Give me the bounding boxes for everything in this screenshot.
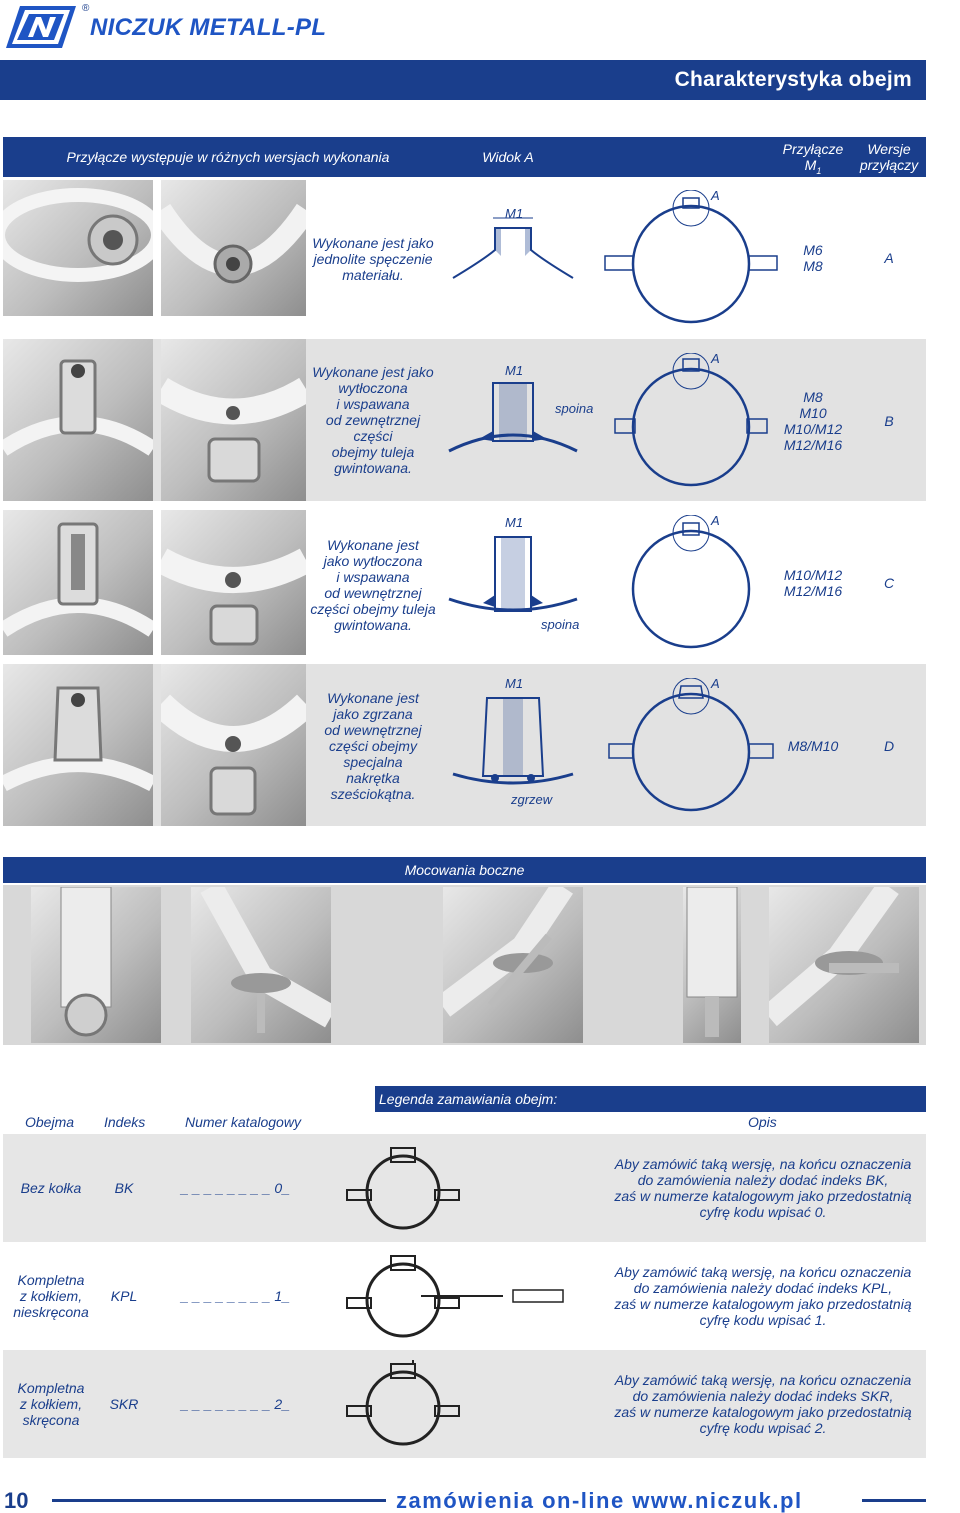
company-logo (6, 6, 76, 48)
section-diagram-c (443, 535, 583, 625)
legend-row-bk-type: Bez kołka (20, 1180, 82, 1196)
side-mounts-title: Mocowania boczne (3, 857, 926, 883)
row-d-weld-label: zgrzew (511, 792, 553, 807)
section-diagram-d (443, 692, 583, 802)
legend-col-opis: Opis (748, 1114, 777, 1130)
brand-name: NICZUK METALL-PL (90, 14, 327, 41)
footer-online-orders-link[interactable]: zamówienia on-line www.niczuk.pl (396, 1488, 803, 1513)
legend-row-skr-index: SKR (109, 1396, 139, 1412)
row-d-view-label: A (711, 676, 720, 691)
section-diagram-b (443, 379, 583, 459)
legend-row-bk-index: BK (114, 1180, 134, 1196)
photo-variant-a-2 (161, 180, 306, 316)
legend-col-obejma: Obejma (25, 1114, 75, 1130)
photo-variant-b-2 (161, 339, 306, 501)
row-a-view-label: A (711, 188, 720, 203)
clamp-skr-illustration (333, 1360, 573, 1452)
legend-row-kpl-type: Kompletna z kołkiem, nieskręcona (13, 1272, 89, 1320)
row-a-m1-label: M1 (505, 206, 524, 221)
header-col-view: Widok A (482, 149, 534, 165)
table-row-d (3, 664, 926, 826)
legend-row-skr-description: Aby zamówić taką wersję, na końcu oznaczenia do zamówienia należy dodać indeks SKR, zaś w numerze katalogowym jako przedostatnią cyfrę kodu wpisać 2. (614, 1372, 912, 1436)
table-row-a (3, 180, 926, 335)
legend-row-kpl-description: Aby zamówić taką wersję, na końcu oznaczenia do zamówienia należy dodać indeks KPL, zaś w numerze katalogowym jako przedostatnią cyfrę kodu wpisać 1. (614, 1264, 912, 1328)
side-mount-photo-2 (191, 887, 331, 1043)
row-b-view-label: A (711, 351, 720, 366)
legend-header (0, 1112, 926, 1134)
photo-variant-d-2 (161, 664, 306, 826)
legend-col-numer: Numer katalogowy (185, 1114, 301, 1130)
legend-title: Legenda zamawiania obejm: (375, 1086, 926, 1112)
legend-row-kpl (3, 1242, 926, 1350)
photo-variant-a-1 (3, 180, 153, 316)
row-c-description: Wykonane jest jako wytłoczona i wspawana od wewnętrznej części obejmy tuleja gwintowana. (310, 537, 436, 633)
row-d-version: D (883, 738, 895, 754)
table-header (3, 137, 926, 177)
page-title: Charakterystyka obejm (0, 60, 926, 100)
footer-rule-right (862, 1499, 926, 1502)
clamp-diagram-a (601, 190, 781, 330)
side-mount-photo-5 (769, 887, 919, 1043)
row-c-version: C (883, 575, 895, 591)
legend-row-kpl-catalog: _ _ _ _ _ _ _ _ 1_ (181, 1288, 290, 1304)
row-d-description: Wykonane jest jako zgrzana od wewnętrznej części obejmy specjalna nakrętka sześciokątna. (324, 690, 422, 802)
side-mount-photo-3 (443, 887, 583, 1043)
legend-row-skr (3, 1350, 926, 1458)
side-mount-photo-4 (683, 887, 741, 1043)
legend-row-bk-description: Aby zamówić taką wersję, na końcu oznaczenia do zamówienia należy dodać indeks BK, zaś w numerze katalogowym jako przedostatnią cyfrę kodu wpisać 0. (614, 1156, 912, 1220)
photo-variant-c-1 (3, 510, 153, 655)
clamp-diagram-d (601, 678, 781, 818)
row-d-threads: M8/M10 (787, 738, 839, 754)
side-mount-photo-1 (31, 887, 161, 1043)
header-col-variants: Przyłącze występuje w różnych wersjach wykonania (66, 149, 390, 165)
row-c-threads: M10/M12 M12/M16 (783, 567, 843, 599)
table-row-c (3, 505, 926, 660)
photo-variant-c-2 (161, 510, 306, 655)
clamp-diagram-c (601, 515, 781, 655)
legend-row-skr-type: Kompletna z kołkiem, skręcona (17, 1380, 85, 1428)
row-b-version: B (884, 413, 894, 429)
photo-variant-b-1 (3, 339, 153, 501)
header-col-connection: Przyłącze $M_1$ (782, 141, 844, 176)
legend-row-bk-catalog: _ _ _ _ _ _ _ _ 0_ (181, 1180, 290, 1196)
clamp-bk-illustration (333, 1144, 473, 1236)
footer-rule-left (52, 1499, 386, 1502)
row-b-m1-label: M1 (505, 363, 524, 378)
row-c-view-label: A (711, 513, 720, 528)
photo-variant-d-1 (3, 664, 153, 826)
row-a-description: Wykonane jest jako jednolite spęczenie materiału. (312, 235, 434, 283)
page-number: 10 (4, 1488, 29, 1513)
clamp-kpl-illustration (333, 1252, 573, 1344)
row-a-threads: M6 M8 (803, 242, 823, 274)
legend-row-bk (3, 1134, 926, 1242)
row-a-version: A (884, 250, 894, 266)
registered-mark: ® (82, 3, 90, 14)
row-b-description: Wykonane jest jako wytłoczona i wspawana od zewnętrznej części obejmy tuleja gwintowana. (312, 364, 434, 476)
table-row-b (3, 339, 926, 501)
clamp-diagram-b (601, 353, 781, 493)
row-c-weld-label: spoina (541, 617, 580, 632)
row-d-m1-label: M1 (505, 676, 524, 691)
side-mounts-gallery (3, 885, 926, 1045)
row-c-m1-label: M1 (505, 515, 524, 530)
legend-row-skr-catalog: _ _ _ _ _ _ _ _ 2_ (181, 1396, 290, 1412)
row-b-threads: M8 M10 M10/M12 M12/M16 (783, 389, 843, 453)
header-col-versions: Wersje przyłączy (859, 141, 919, 173)
row-b-weld-label: spoina (555, 401, 594, 416)
legend-row-kpl-index: KPL (110, 1288, 138, 1304)
legend-col-indeks: Indeks (104, 1114, 146, 1130)
